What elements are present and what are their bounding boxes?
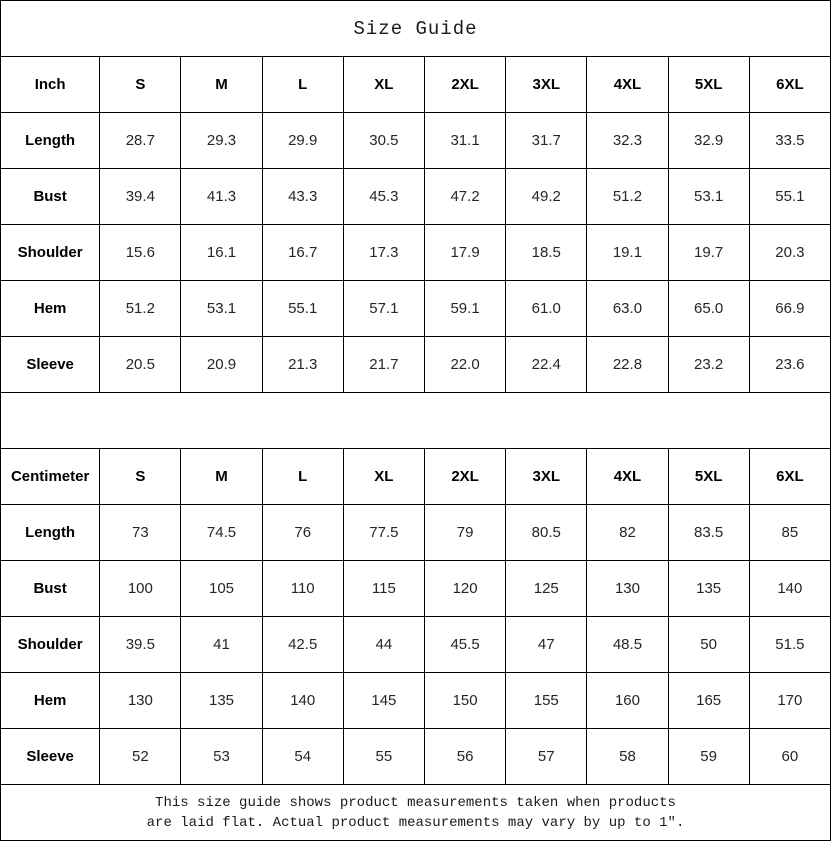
footer-note-line-1: This size guide shows product measurements taken when products: [155, 794, 676, 811]
measurement-value: 59: [668, 729, 749, 785]
title-row: [1, 1, 831, 57]
measurement-value: 51.5: [749, 617, 830, 673]
measurement-row: [1, 617, 831, 673]
footer-note-line-2: are laid flat. Actual product measurements may vary by up to 1″.: [146, 814, 685, 831]
measurement-value: 21.3: [262, 337, 343, 393]
measurement-value: 52: [100, 729, 181, 785]
measurement-value: 20.3: [749, 225, 830, 281]
size-column-header: M: [181, 449, 262, 505]
measurement-value: 15.6: [100, 225, 181, 281]
size-column-header: 4XL: [587, 449, 668, 505]
size-column-header: 2XL: [424, 57, 505, 113]
measurement-value: 140: [749, 561, 830, 617]
measurement-value: 85: [749, 505, 830, 561]
footer-note: [1, 785, 831, 841]
measurement-value: 17.9: [424, 225, 505, 281]
size-column-header: 6XL: [749, 449, 830, 505]
measurement-row: [1, 337, 831, 393]
measurement-value: 150: [424, 673, 505, 729]
measurement-value: 115: [343, 561, 424, 617]
measurement-value: 48.5: [587, 617, 668, 673]
size-header-row-centimeter: [1, 449, 831, 505]
measurement-value: 125: [506, 561, 587, 617]
row-label: Hem: [1, 281, 100, 337]
measurement-value: 155: [506, 673, 587, 729]
measurement-row: [1, 561, 831, 617]
measurement-value: 100: [100, 561, 181, 617]
measurement-value: 160: [587, 673, 668, 729]
size-column-header: M: [181, 57, 262, 113]
measurement-value: 39.4: [100, 169, 181, 225]
measurement-value: 32.9: [668, 113, 749, 169]
size-column-header: 3XL: [506, 57, 587, 113]
measurement-value: 22.8: [587, 337, 668, 393]
measurement-value: 22.0: [424, 337, 505, 393]
measurement-value: 57: [506, 729, 587, 785]
measurement-value: 170: [749, 673, 830, 729]
measurement-value: 47: [506, 617, 587, 673]
size-column-header: XL: [343, 449, 424, 505]
measurement-value: 54: [262, 729, 343, 785]
measurement-value: 82: [587, 505, 668, 561]
measurement-value: 41: [181, 617, 262, 673]
measurement-value: 58: [587, 729, 668, 785]
measurement-value: 19.7: [668, 225, 749, 281]
row-label: Shoulder: [1, 617, 100, 673]
measurement-row: [1, 729, 831, 785]
measurement-row: [1, 505, 831, 561]
size-column-header: XL: [343, 57, 424, 113]
measurement-value: 53: [181, 729, 262, 785]
measurement-value: 50: [668, 617, 749, 673]
row-label: Bust: [1, 561, 100, 617]
measurement-value: 110: [262, 561, 343, 617]
title-section: [1, 1, 831, 57]
measurement-value: 140: [262, 673, 343, 729]
measurement-row: [1, 281, 831, 337]
row-label: Shoulder: [1, 225, 100, 281]
measurement-value: 16.1: [181, 225, 262, 281]
size-column-header: 5XL: [668, 449, 749, 505]
measurement-row: [1, 673, 831, 729]
measurement-value: 29.3: [181, 113, 262, 169]
row-label: Bust: [1, 169, 100, 225]
measurement-value: 80.5: [506, 505, 587, 561]
measurement-value: 79: [424, 505, 505, 561]
row-label: Sleeve: [1, 729, 100, 785]
measurement-value: 21.7: [343, 337, 424, 393]
measurement-value: 39.5: [100, 617, 181, 673]
row-label: Length: [1, 113, 100, 169]
measurement-value: 63.0: [587, 281, 668, 337]
measurement-value: 55.1: [749, 169, 830, 225]
measurement-value: 55.1: [262, 281, 343, 337]
unit-label: Inch: [1, 57, 100, 113]
measurement-value: 60: [749, 729, 830, 785]
size-column-header: 5XL: [668, 57, 749, 113]
unit-label: Centimeter: [1, 449, 100, 505]
measurement-value: 42.5: [262, 617, 343, 673]
size-column-header: 4XL: [587, 57, 668, 113]
measurement-value: 32.3: [587, 113, 668, 169]
measurement-value: 45.5: [424, 617, 505, 673]
measurement-value: 16.7: [262, 225, 343, 281]
measurement-value: 17.3: [343, 225, 424, 281]
measurement-value: 44: [343, 617, 424, 673]
table-gap-cell: [1, 393, 831, 449]
measurement-value: 145: [343, 673, 424, 729]
measurement-value: 65.0: [668, 281, 749, 337]
measurement-value: 29.9: [262, 113, 343, 169]
row-label: Length: [1, 505, 100, 561]
size-column-header: S: [100, 449, 181, 505]
measurement-value: 43.3: [262, 169, 343, 225]
measurement-value: 18.5: [506, 225, 587, 281]
measurement-value: 74.5: [181, 505, 262, 561]
measurement-value: 130: [100, 673, 181, 729]
size-column-header: 3XL: [506, 449, 587, 505]
measurement-value: 51.2: [100, 281, 181, 337]
measurement-value: 59.1: [424, 281, 505, 337]
measurement-value: 51.2: [587, 169, 668, 225]
measurement-value: 49.2: [506, 169, 587, 225]
measurement-value: 53.1: [668, 169, 749, 225]
measurement-value: 23.6: [749, 337, 830, 393]
size-column-header: 2XL: [424, 449, 505, 505]
measurement-value: 56: [424, 729, 505, 785]
measurement-row: [1, 113, 831, 169]
measurement-value: 77.5: [343, 505, 424, 561]
measurement-value: 130: [587, 561, 668, 617]
measurement-value: 41.3: [181, 169, 262, 225]
size-column-header: L: [262, 57, 343, 113]
measurement-value: 28.7: [100, 113, 181, 169]
measurement-value: 61.0: [506, 281, 587, 337]
measurement-value: 30.5: [343, 113, 424, 169]
page-title: Size Guide: [1, 1, 831, 57]
measurement-value: 73: [100, 505, 181, 561]
measurement-value: 22.4: [506, 337, 587, 393]
measurement-value: 135: [181, 673, 262, 729]
measurement-value: 53.1: [181, 281, 262, 337]
size-header-row-inch: [1, 57, 831, 113]
measurement-value: 135: [668, 561, 749, 617]
measurement-row: [1, 225, 831, 281]
measurement-value: 33.5: [749, 113, 830, 169]
row-label: Hem: [1, 673, 100, 729]
measurement-value: 57.1: [343, 281, 424, 337]
row-label: Sleeve: [1, 337, 100, 393]
measurement-value: 83.5: [668, 505, 749, 561]
measurement-value: 20.9: [181, 337, 262, 393]
measurement-value: 19.1: [587, 225, 668, 281]
size-column-header: L: [262, 449, 343, 505]
measurement-value: 105: [181, 561, 262, 617]
measurement-value: 66.9: [749, 281, 830, 337]
measurement-row: [1, 169, 831, 225]
measurement-value: 120: [424, 561, 505, 617]
measurement-value: 47.2: [424, 169, 505, 225]
footer-section: [1, 785, 831, 841]
size-column-header: S: [100, 57, 181, 113]
tables-section: [1, 57, 831, 785]
size-column-header: 6XL: [749, 57, 830, 113]
table-gap-row: [1, 393, 831, 449]
measurement-value: 165: [668, 673, 749, 729]
footer-row: [1, 785, 831, 841]
measurement-value: 45.3: [343, 169, 424, 225]
measurement-value: 55: [343, 729, 424, 785]
measurement-value: 31.7: [506, 113, 587, 169]
measurement-value: 20.5: [100, 337, 181, 393]
measurement-value: 23.2: [668, 337, 749, 393]
measurement-value: 76: [262, 505, 343, 561]
measurement-value: 31.1: [424, 113, 505, 169]
